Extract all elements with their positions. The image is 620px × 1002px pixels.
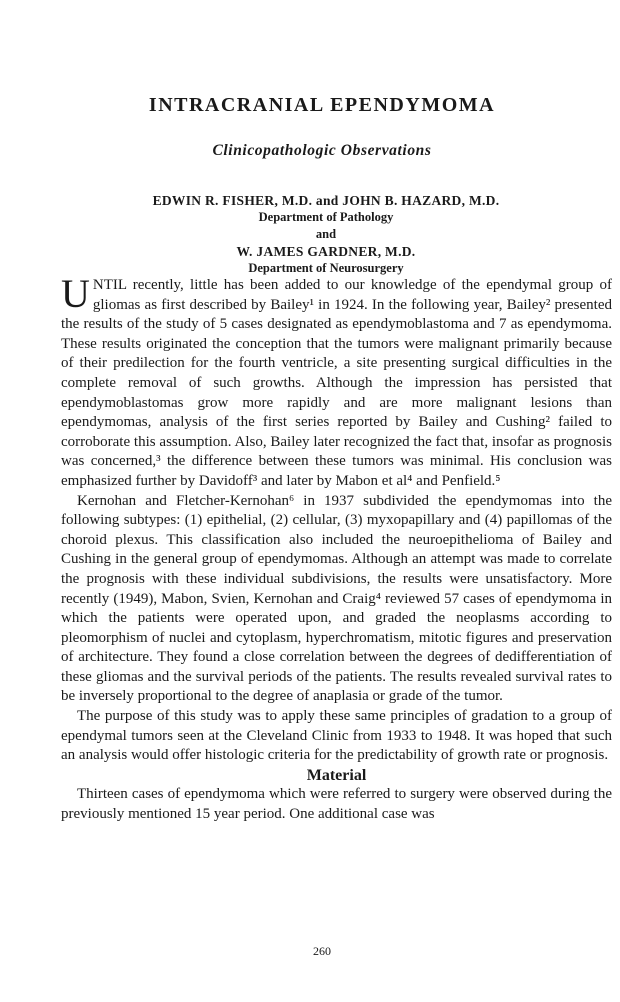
author-conjunction: and xyxy=(315,227,337,241)
author-names-line-1: EDWIN R. FISHER, M.D. and JOHN B. HAZARD, M.D. xyxy=(152,193,500,208)
paragraph-4: Thirteen cases of ependymoma which were referred to surgery were observed during the previously mentioned 15 year period. One additional case was xyxy=(61,786,612,823)
paragraph-1 xyxy=(61,271,612,492)
paragraph-2: Kernohan and Fletcher-Kernohan⁶ in 1937 subdivided the ependymomas into the following subtypes: (1) epithelial, (2) cellular, (3) myxopapillary and (4) papillomas of the choroid plexus. This classification also included the neuroepithelioma of Bailey and Cushing in the general group of ependymomas. Although an attempt was made to correlate the prognosis with these individual subdivisions, the results were unsatisfactory. More recently (1949), Mabon, Svien, Kernohan and Craig⁴ reviewed 57 cases of ependymoma in which the patients were operated upon, and graded the neoplasms according to pleomorphism of nuclei and cytoplasm, hyperchromatism, mitotic figures and preservation of architecture. They found a close correlation between the degrees of dedifferentiation of these gliomas and the survival periods of the patients. The results revealed survival rates to be inversely proportional to the degree of anaplasia or grade of the tumor. xyxy=(61,492,612,705)
page-number: 260 xyxy=(313,944,331,958)
article-body xyxy=(61,271,612,825)
department-pathology: Department of Pathology xyxy=(258,210,394,224)
author-block xyxy=(16,192,620,277)
drop-cap: U xyxy=(61,271,90,316)
paragraph-3: The purpose of this study was to apply these same principles of gradation to a group of ependymal tumors seen at the Cleveland Clinic from 1933 to 1948. It was hoped that such an analysis would offer histologic criteria for the predictability of growth rate or prognosis. xyxy=(61,708,612,764)
department-neurosurgery: Department of Neurosurgery xyxy=(248,261,404,275)
paragraph-1-text: NTIL recently, little has been added to our knowledge of the ependymal group of gliomas as first described by Bailey¹ in 1924. In the following year, Bailey² presented the results of the study of 5 cases designated as ependymoblastoma and 7 as ependymoma. These results originated the conception that the tumors were malignant primarily because of their predilection for the fourth ventricle, a site presenting surgical difficulties in the complete removal of such growths. Although the impression has persisted that ependymoblastomas grow more rapidly and are more malignant lesions than ependymomas, analysis of the first series reported by Bailey and Cushing² failed to corroborate this assumption. Also, Bailey later recognized the fact that, insofar as prognosis was concerned,³ the difference between these tumors was minimal. His conclusion was emphasized further by Davidoff³ and later by Mabon et al⁴ and Penfield.⁵ xyxy=(61,277,612,489)
article-title: INTRACRANIAL EPENDYMOMA xyxy=(148,94,496,116)
section-heading-material: Material xyxy=(306,766,367,784)
article-subtitle: Clinicopathologic Observations xyxy=(212,142,432,159)
author-names-line-2: W. JAMES GARDNER, M.D. xyxy=(236,244,416,259)
